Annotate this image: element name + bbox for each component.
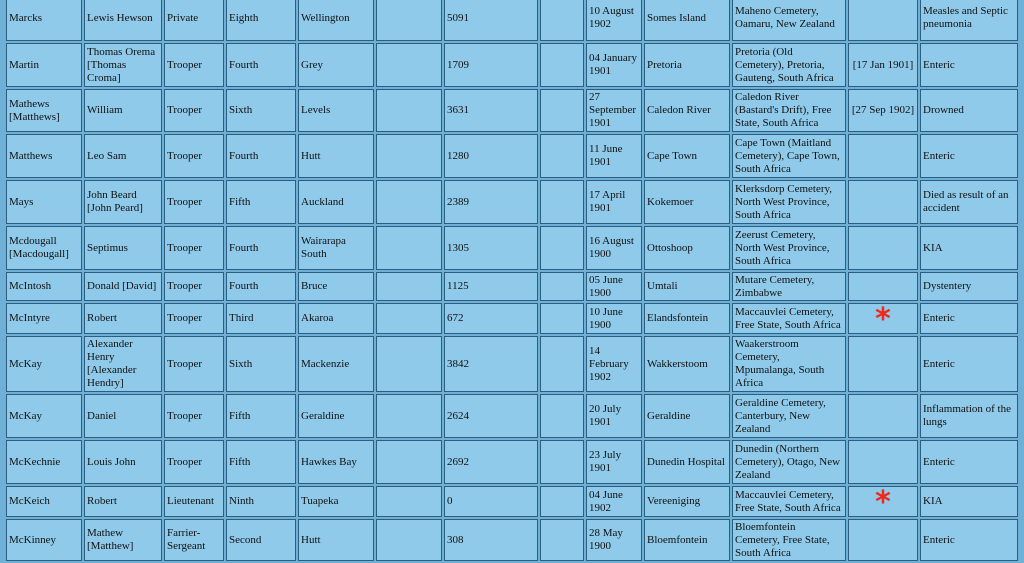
place-of-death-cell: Caledon River	[644, 89, 730, 132]
service-number-cell: 2692	[444, 440, 538, 484]
given-name-cell: Alexander Henry [Alexander Hendry]	[84, 336, 162, 392]
burial-place-cell: Maccauvlei Cemetery, Free State, South Africa	[732, 303, 846, 334]
service-number-cell: 1280	[444, 134, 538, 178]
place-of-death-cell: Vereeniging	[644, 486, 730, 517]
table-row	[6, 180, 1018, 224]
rank-cell: Trooper	[164, 226, 224, 270]
burial-place-cell: Waakerstroom Cemetery, Mpumalanga, South Africa	[732, 336, 846, 392]
note-cell	[848, 272, 918, 301]
burial-place-cell: Caledon River (Bastard's Drift), Free State, South Africa	[732, 89, 846, 132]
place-of-death-cell: Elandsfontein	[644, 303, 730, 334]
note-cell	[848, 394, 918, 438]
rank-cell: Trooper	[164, 394, 224, 438]
service-number-cell: 1125	[444, 272, 538, 301]
contingent-cell: Fourth	[226, 43, 296, 87]
rank-cell: Lieutenant	[164, 486, 224, 517]
blank-cell	[376, 394, 442, 438]
note-cell	[848, 486, 918, 517]
note-cell	[848, 180, 918, 224]
district-cell: Hutt	[298, 134, 374, 178]
marker-asterisk-icon: *	[875, 303, 891, 334]
table-row	[6, 0, 1018, 41]
service-number-cell: 1305	[444, 226, 538, 270]
note-cell	[848, 226, 918, 270]
blank-cell	[540, 0, 584, 41]
date-of-death-cell: 23 July 1901	[586, 440, 642, 484]
note-cell: [17 Jan 1901]	[848, 43, 918, 87]
note-cell	[848, 303, 918, 334]
blank-cell	[540, 226, 584, 270]
service-number-cell: 3631	[444, 89, 538, 132]
given-name-cell: Septimus	[84, 226, 162, 270]
surname-cell: Matthews	[6, 134, 82, 178]
place-of-death-cell: Umtali	[644, 272, 730, 301]
blank-cell	[540, 519, 584, 561]
place-of-death-cell: Cape Town	[644, 134, 730, 178]
marker-asterisk-icon: *	[875, 486, 891, 517]
cause-of-death-cell: Drowned	[920, 89, 1018, 132]
district-cell: Grey	[298, 43, 374, 87]
burial-place-cell: Maccauvlei Cemetery, Free State, South Africa	[732, 486, 846, 517]
blank-cell	[540, 486, 584, 517]
surname-cell: McKinney	[6, 519, 82, 561]
date-of-death-cell: 16 August 1900	[586, 226, 642, 270]
cause-of-death-cell: Died as result of an accident	[920, 180, 1018, 224]
contingent-cell: Ninth	[226, 486, 296, 517]
date-of-death-cell: 04 January 1901	[586, 43, 642, 87]
table-row	[6, 486, 1018, 517]
table-row	[6, 440, 1018, 484]
contingent-cell: Sixth	[226, 89, 296, 132]
rank-cell: Trooper	[164, 272, 224, 301]
contingent-cell: Second	[226, 519, 296, 561]
blank-cell	[540, 303, 584, 334]
rank-cell: Farrier-Sergeant	[164, 519, 224, 561]
surname-cell: Mcdougall [Macdougall]	[6, 226, 82, 270]
place-of-death-cell: Geraldine	[644, 394, 730, 438]
district-cell: Akaroa	[298, 303, 374, 334]
rank-cell: Trooper	[164, 303, 224, 334]
given-name-cell: Mathew [Matthew]	[84, 519, 162, 561]
contingent-cell: Fourth	[226, 272, 296, 301]
burial-place-cell: Klerksdorp Cemetery, North West Province, South Africa	[732, 180, 846, 224]
service-number-cell: 2389	[444, 180, 538, 224]
district-cell: Bruce	[298, 272, 374, 301]
place-of-death-cell: Somes Island	[644, 0, 730, 41]
cause-of-death-cell: Inflammation of the lungs	[920, 394, 1018, 438]
table-row	[6, 272, 1018, 301]
service-number-cell: 3842	[444, 336, 538, 392]
date-of-death-cell: 10 August 1902	[586, 0, 642, 41]
date-of-death-cell: 14 February 1902	[586, 336, 642, 392]
surname-cell: Mathews [Matthews]	[6, 89, 82, 132]
surname-cell: Martin	[6, 43, 82, 87]
note-cell	[848, 0, 918, 41]
burial-place-cell: Cape Town (Maitland Cemetery), Cape Town, South Africa	[732, 134, 846, 178]
table-row	[6, 134, 1018, 178]
blank-cell	[376, 89, 442, 132]
district-cell: Levels	[298, 89, 374, 132]
rank-cell: Private	[164, 0, 224, 41]
date-of-death-cell: 20 July 1901	[586, 394, 642, 438]
blank-cell	[540, 336, 584, 392]
cause-of-death-cell: KIA	[920, 226, 1018, 270]
cause-of-death-cell: Enteric	[920, 134, 1018, 178]
district-cell: Hutt	[298, 519, 374, 561]
burial-place-cell: Zeerust Cemetery, North West Province, South Africa	[732, 226, 846, 270]
burial-place-cell: Maheno Cemetery, Oamaru, New Zealand	[732, 0, 846, 41]
cause-of-death-cell: Enteric	[920, 303, 1018, 334]
service-number-cell: 2624	[444, 394, 538, 438]
service-number-cell: 0	[444, 486, 538, 517]
service-number-cell: 5091	[444, 0, 538, 41]
table-row	[6, 89, 1018, 132]
place-of-death-cell: Wakkerstoom	[644, 336, 730, 392]
contingent-cell: Fifth	[226, 440, 296, 484]
service-number-cell: 308	[444, 519, 538, 561]
cause-of-death-cell: Dystentery	[920, 272, 1018, 301]
blank-cell	[376, 180, 442, 224]
date-of-death-cell: 11 June 1901	[586, 134, 642, 178]
place-of-death-cell: Bloemfontein	[644, 519, 730, 561]
table-row	[6, 519, 1018, 561]
given-name-cell: Thomas Orema [Thomas Croma]	[84, 43, 162, 87]
place-of-death-cell: Kokemoer	[644, 180, 730, 224]
date-of-death-cell: 17 April 1901	[586, 180, 642, 224]
surname-cell: McKay	[6, 336, 82, 392]
date-of-death-cell: 05 June 1900	[586, 272, 642, 301]
cause-of-death-cell: Enteric	[920, 336, 1018, 392]
blank-cell	[376, 486, 442, 517]
blank-cell	[540, 180, 584, 224]
rank-cell: Trooper	[164, 336, 224, 392]
surname-cell: McIntosh	[6, 272, 82, 301]
cause-of-death-cell: Enteric	[920, 440, 1018, 484]
given-name-cell: Leo Sam	[84, 134, 162, 178]
district-cell: Tuapeka	[298, 486, 374, 517]
blank-cell	[376, 226, 442, 270]
table-row	[6, 43, 1018, 87]
surname-cell: Marcks	[6, 0, 82, 41]
blank-cell	[376, 0, 442, 41]
contingent-cell: Fifth	[226, 394, 296, 438]
given-name-cell: Lewis Hewson	[84, 0, 162, 41]
blank-cell	[540, 272, 584, 301]
cause-of-death-cell: Enteric	[920, 519, 1018, 561]
service-number-cell: 672	[444, 303, 538, 334]
note-cell	[848, 134, 918, 178]
cause-of-death-cell: Measles and Septic pneumonia	[920, 0, 1018, 41]
table-row	[6, 226, 1018, 270]
district-cell: Wellington	[298, 0, 374, 41]
rank-cell: Trooper	[164, 180, 224, 224]
place-of-death-cell: Ottoshoop	[644, 226, 730, 270]
contingent-cell: Fourth	[226, 226, 296, 270]
blank-cell	[376, 303, 442, 334]
blank-cell	[376, 43, 442, 87]
surname-cell: Mays	[6, 180, 82, 224]
blank-cell	[376, 519, 442, 561]
burial-place-cell: Mutare Cemetery, Zimbabwe	[732, 272, 846, 301]
surname-cell: McKeich	[6, 486, 82, 517]
blank-cell	[376, 272, 442, 301]
blank-cell	[540, 43, 584, 87]
contingent-cell: Fifth	[226, 180, 296, 224]
blank-cell	[540, 134, 584, 178]
blank-cell	[540, 89, 584, 132]
burial-place-cell: Bloemfontein Cemetery, Free State, South Africa	[732, 519, 846, 561]
note-cell	[848, 336, 918, 392]
place-of-death-cell: Dunedin Hospital	[644, 440, 730, 484]
district-cell: Wairarapa South	[298, 226, 374, 270]
contingent-cell: Eighth	[226, 0, 296, 41]
given-name-cell: William	[84, 89, 162, 132]
cause-of-death-cell: Enteric	[920, 43, 1018, 87]
note-cell	[848, 440, 918, 484]
table-row	[6, 394, 1018, 438]
surname-cell: McKechnie	[6, 440, 82, 484]
given-name-cell: Robert	[84, 486, 162, 517]
surname-cell: McIntyre	[6, 303, 82, 334]
blank-cell	[540, 394, 584, 438]
rank-cell: Trooper	[164, 134, 224, 178]
note-cell	[848, 519, 918, 561]
given-name-cell: Robert	[84, 303, 162, 334]
casualty-table	[4, 0, 1020, 563]
contingent-cell: Fourth	[226, 134, 296, 178]
date-of-death-cell: 04 June 1902	[586, 486, 642, 517]
blank-cell	[540, 440, 584, 484]
cause-of-death-cell: KIA	[920, 486, 1018, 517]
blank-cell	[376, 440, 442, 484]
given-name-cell: Louis John	[84, 440, 162, 484]
district-cell: Hawkes Bay	[298, 440, 374, 484]
blank-cell	[376, 336, 442, 392]
given-name-cell: John Beard [John Peard]	[84, 180, 162, 224]
service-number-cell: 1709	[444, 43, 538, 87]
burial-place-cell: Geraldine Cemetery, Canterbury, New Zealand	[732, 394, 846, 438]
date-of-death-cell: 28 May 1900	[586, 519, 642, 561]
rank-cell: Trooper	[164, 440, 224, 484]
date-of-death-cell: 10 June 1900	[586, 303, 642, 334]
district-cell: Auckland	[298, 180, 374, 224]
district-cell: Geraldine	[298, 394, 374, 438]
table-row	[6, 303, 1018, 334]
rank-cell: Trooper	[164, 43, 224, 87]
rank-cell: Trooper	[164, 89, 224, 132]
date-of-death-cell: 27 September 1901	[586, 89, 642, 132]
table-row	[6, 336, 1018, 392]
given-name-cell: Daniel	[84, 394, 162, 438]
blank-cell	[376, 134, 442, 178]
place-of-death-cell: Pretoria	[644, 43, 730, 87]
surname-cell: McKay	[6, 394, 82, 438]
district-cell: Mackenzie	[298, 336, 374, 392]
table-body	[6, 0, 1018, 561]
contingent-cell: Third	[226, 303, 296, 334]
given-name-cell: Donald [David]	[84, 272, 162, 301]
note-cell: [27 Sep 1902]	[848, 89, 918, 132]
contingent-cell: Sixth	[226, 336, 296, 392]
burial-place-cell: Pretoria (Old Cemetery), Pretoria, Gauteng, South Africa	[732, 43, 846, 87]
burial-place-cell: Dunedin (Northern Cemetery), Otago, New Zealand	[732, 440, 846, 484]
